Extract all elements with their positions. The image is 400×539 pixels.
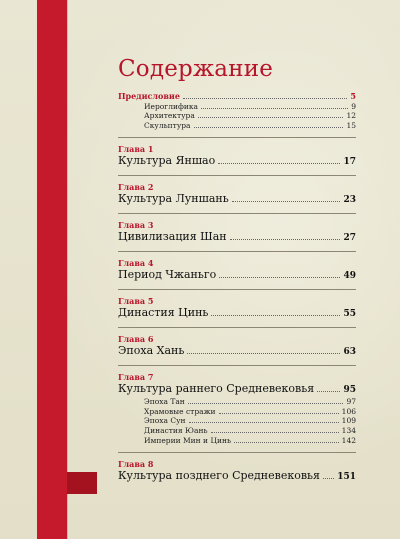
toc-chapter-entry[interactable] [118,268,356,283]
toc-chapter-entry[interactable] [118,344,356,359]
toc-page-number: 9 [351,101,356,111]
toc-chapter-entry[interactable] [118,230,356,245]
dot-leader [219,271,340,278]
toc-chapter-entry[interactable] [118,382,356,397]
toc-entry-label: Культура позднего Средневековья [118,468,320,482]
toc-page-number: 12 [346,111,356,121]
toc-page-number: 97 [346,396,356,406]
chapter-label: Глава 7 [118,371,154,382]
toc-subentry[interactable] [118,102,356,112]
chapter-label: Глава 4 [118,257,154,268]
table-of-contents [118,91,356,484]
toc-page-number: 17 [343,156,356,167]
toc-entry-label: Династия Цинь [118,305,209,319]
dot-leader [189,416,339,423]
dot-leader [201,102,348,109]
toc-subentry[interactable] [118,121,356,131]
chapter-label: Глава 3 [118,219,154,230]
toc-page-number: 151 [337,471,356,482]
dot-leader [232,195,341,202]
toc-entry-label: Храмовые стражи [144,406,216,416]
dot-leader [194,121,344,128]
toc-page-number: 134 [341,426,356,436]
dot-leader [211,426,339,433]
dot-leader [198,111,344,118]
toc-entry-label: Архитектура [144,111,195,121]
toc-entry-label: Эпоха Сун [144,416,186,426]
dot-leader [218,157,340,164]
toc-page-number: 142 [341,436,356,446]
chapter-label: Глава 5 [118,295,154,306]
toc-page-number: 95 [343,384,356,395]
toc-chapter-entry[interactable] [118,306,356,321]
toc-page-number: 49 [343,270,356,281]
toc-entry-label: Цивилизация Шан [118,229,227,243]
toc-subentry[interactable] [118,397,356,407]
dot-leader [211,309,340,316]
toc-subentry[interactable] [118,111,356,121]
dot-leader [188,397,344,404]
toc-page-number: 106 [341,406,356,416]
toc-entry-label: Культура Яншао [118,153,216,167]
toc-preface[interactable] [118,91,356,102]
toc-entry-label: Культура раннего Средневековья [118,381,315,395]
dot-leader [317,385,340,392]
dot-leader [230,233,341,240]
chapter-label: Глава 6 [118,333,154,344]
toc-chapter-entry[interactable] [118,469,356,484]
toc-entry-label: Предисловие [118,91,180,101]
toc-page-number: 63 [343,346,356,357]
toc-chapter-entry[interactable] [118,192,356,207]
toc-entry-label: Культура Луншань [118,191,229,205]
toc-page-number: 55 [343,308,356,319]
red-margin-tab [67,472,97,494]
page-title: Содержание [118,56,274,82]
toc-page-number: 109 [341,416,356,426]
toc-subentry[interactable] [118,436,356,446]
toc-subentry[interactable] [118,416,356,426]
dot-leader [187,347,340,354]
toc-page-number: 15 [346,121,356,131]
toc-page-number: 27 [343,232,356,243]
toc-entry-label: Скульптура [144,121,191,131]
toc-entry-label: Эпоха Хань [118,343,185,357]
toc-entry-label: Период Чжаньго [118,267,217,281]
chapter-label: Глава 8 [118,458,154,469]
red-margin-band [37,0,67,539]
toc-entry-label: Эпоха Тан [144,396,185,406]
dot-leader [183,92,347,99]
chapter-label: Глава 2 [118,181,154,192]
dot-leader [219,407,339,414]
chapter-label: Глава 1 [118,143,154,154]
toc-page-number: 23 [343,194,356,205]
toc-subentry[interactable] [118,407,356,417]
toc-entry-label: Иероглифика [144,101,199,111]
dot-leader [323,472,334,479]
toc-subentry[interactable] [118,426,356,436]
toc-entry-label: Империи Мин и Цинь [144,436,232,446]
dot-leader [234,436,339,443]
toc-page-number: 5 [350,91,356,101]
toc-chapter-entry[interactable] [118,154,356,169]
toc-entry-label: Династия Юань [144,426,208,436]
